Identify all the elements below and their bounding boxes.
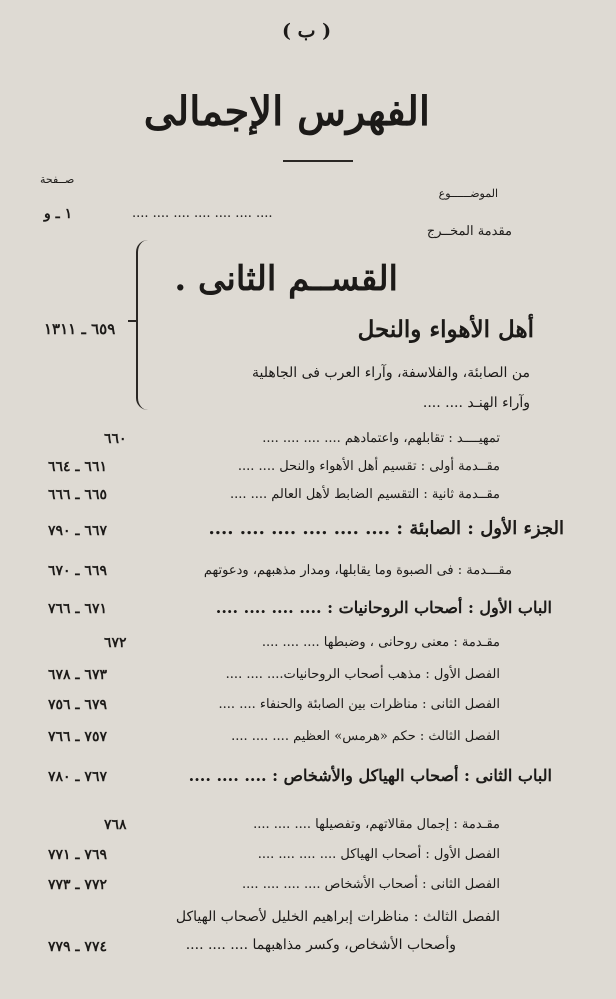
toc-row-pages: ٦٧١ ـ ٧٦٦ [48,601,107,617]
toc-row-text: الباب الثانى : أصحاب الهياكل والأشخاص : .... .... .... [188,766,552,785]
page-title: الفهرس الإجمالى [143,88,430,135]
part-description-1: من الصابئة، والفلاسفة، وآراء العرب فى الجاهلية [251,365,530,381]
toc-row-pages: ٦٦١ ـ ٦٦٤ [48,459,107,475]
toc-row-text: الفصل الثالث : حكم «هرمس» العظيم .... .... .... [231,729,500,744]
toc-row-text: الفصل الثانى : مناظرات بين الصابئة والحنفاء .... .... [218,697,500,712]
grouping-brace [136,240,152,410]
toc-row-text: مقـــدمة : فى الصبوة وما يقابلها، ومدار مذهبهم، ودعوتهم [203,563,512,578]
toc-row-text: مقـدمة : إجمال مقالاتهم، وتفصيلها .... .... .... [253,817,500,832]
toc-row-pages: ٦٦٥ ـ ٦٦٦ [48,487,107,503]
part-description-2: وآراء الهنـد .... .... [422,395,530,411]
toc-row-pages: ٧٦٨ [104,817,127,833]
toc-row-pages: ٦٧٢ [104,635,127,651]
toc-row-text: مقــدمة ثانية : التقسيم الضابط لأهل العالم .... .... [229,487,500,502]
section-title: القســم الثانى . [174,259,398,299]
part-pages: ٦٥٩ ـ ١٣١١ [44,320,116,338]
toc-row-text: الفصل الثانى : أصحاب الأشخاص .... .... .... .... [242,877,500,892]
grouping-brace-tip [128,320,138,332]
subject-column-label: الموضــــــوع [438,187,498,200]
intro-pages: ١ ـ و [44,206,73,222]
toc-row-pages: ٦٦٩ ـ ٦٧٠ [48,563,107,579]
toc-row-text: الجزء الأول : الصابئة : .... .... .... .... .... .... [208,518,564,539]
toc-row-text: تمهيــــد : تقابلهم، واعتمادهم .... .... .... .... [262,431,500,446]
intro-label: مقدمة المخــرج [426,224,512,239]
toc-row-text: الباب الأول : أصحاب الروحانيات : .... .... .... .... [215,598,552,617]
toc-row-text: الفصل الأول : مذهب أصحاب الروحانيات.... .... .... [225,667,500,682]
part-title: أهل الأهواء والنحل [357,316,534,343]
toc-row-pages: ٧٦٧ ـ ٧٨٠ [48,769,107,785]
toc-row-pages: ٦٧٣ ـ ٦٧٨ [48,667,107,683]
toc-row-text: مقــدمة أولى : تقسيم أهل الأهواء والنحل .... .... [237,459,500,474]
toc-row-pages: ٦٦٧ ـ ٧٩٠ [48,523,107,539]
toc-row-text: وأصحاب الأشخاص، وكسر مذاهبهما .... .... .... [185,937,456,953]
toc-row-pages: ٧٥٧ ـ ٧٦٦ [48,729,107,745]
toc-row-pages: ٦٧٩ ـ ٧٥٦ [48,697,107,713]
page-marker: ( ب ) [282,20,332,42]
intro-dots: .... .... .... .... .... .... .... [132,206,273,221]
toc-row-text: الفصل الثالث : مناظرات إبراهيم الخليل لأصحاب الهياكل [175,909,500,925]
toc-row-pages: ٦٦٠ [104,431,127,447]
toc-row-text: الفصل الأول : أصحاب الهياكل .... .... .... .... [257,847,500,862]
title-divider [283,160,353,162]
toc-row-text: مقـدمة : معنى روحانى ، وضبطها .... .... .... [261,635,500,650]
page-column-label: صــفحة [40,173,75,186]
toc-row-pages: ٧٧٢ ـ ٧٧٣ [48,877,107,893]
toc-row-pages: ٧٧٤ ـ ٧٧٩ [48,939,107,955]
toc-row-pages: ٧٦٩ ـ ٧٧١ [48,847,107,863]
